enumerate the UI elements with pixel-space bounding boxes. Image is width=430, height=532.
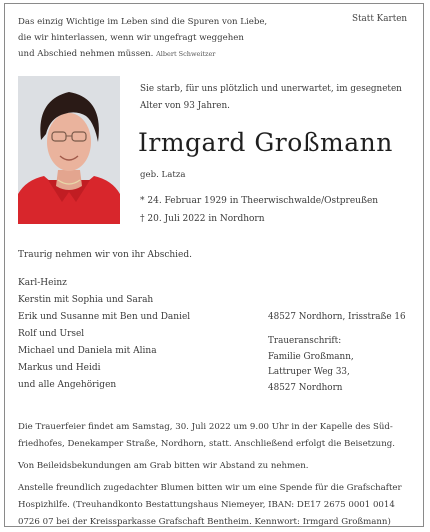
intro-text [140, 81, 402, 115]
family-address: 48527 Nordhorn, Irisstraße 16 [268, 312, 406, 322]
intro-line: Alter von 93 Jahren. [140, 101, 230, 111]
family-member: Rolf und Ursel [18, 329, 85, 339]
funeral-info-line: Die Trauerfeier findet am Samstag, 30. Juli 2022 um 9.00 Uhr in der Kapelle des Süd- [18, 422, 393, 432]
donation-line: Hospizhilfe. (Treuhandkonto Bestattungshaus Niemeyer, IBAN: DE17 2675 0001 0014 [18, 500, 395, 510]
motto-line: die wir hinterlassen, wenn wir ungefragt weggehen [18, 33, 244, 43]
deceased-name: Irmgard Großmann [138, 128, 393, 157]
motto-line [18, 46, 267, 62]
donation-line: 0726 07 bei der Kreissparkasse Grafschaft Bentheim. Kennwort: Irmgard Großmann) [18, 517, 391, 527]
birth-date: * 24. Februar 1929 in Theerwischwalde/Ostpreußen [140, 196, 379, 206]
family-member: Karl-Heinz [18, 278, 67, 288]
death-date: † 20. Juli 2022 in Nordhorn [140, 214, 265, 224]
family-list [18, 275, 190, 394]
family-member: Kerstin mit Sophia und Sarah [18, 295, 154, 305]
family-member: und alle Angehörigen [18, 380, 117, 390]
family-member: Erik und Susanne mit Ben und Daniel [18, 312, 191, 322]
family-member: Michael und Daniela mit Alina [18, 346, 157, 356]
mourning-address-line: 48527 Nordhorn [268, 382, 343, 393]
statt-karten-label: Statt Karten [352, 14, 408, 24]
portrait-photo-icon [18, 76, 120, 224]
intro-line: Sie starb, für uns plötzlich und unerwartet, im gesegneten [140, 84, 402, 94]
mourning-address-line: Traueranschrift: [268, 336, 342, 346]
mourning-address-line: Lattruper Weg 33, [268, 367, 350, 377]
portrait-photo [18, 76, 120, 224]
motto-line-text: und Abschied nehmen müssen. [18, 49, 154, 59]
life-dates [140, 192, 378, 228]
birth-name: geb. Latza [140, 170, 186, 180]
mourning-address [268, 334, 354, 396]
motto-author: Albert Schweitzer [156, 50, 216, 58]
funeral-info-line: friedhofes, Denekamper Straße, Nordhorn, statt. Anschließend erfolgt die Beisetzung. [18, 439, 395, 449]
family-member: Markus und Heidi [18, 363, 101, 373]
mourning-line: Traurig nehmen wir von ihr Abschied. [18, 250, 192, 260]
condolence-line: Von Beileidsbekundungen am Grab bitten wir Abstand zu nehmen. [18, 461, 309, 471]
mourning-address-line: Familie Großmann, [268, 351, 354, 362]
motto-line: Das einzig Wichtige im Leben sind die Spuren von Liebe, [18, 17, 268, 27]
motto-quote [18, 14, 267, 62]
condolence-note [18, 458, 309, 475]
donation-line: Anstelle freundlich zugedachter Blumen bitten wir um eine Spende für die Grafschafter [18, 483, 402, 493]
donation-info [18, 480, 402, 531]
funeral-info [18, 419, 395, 453]
